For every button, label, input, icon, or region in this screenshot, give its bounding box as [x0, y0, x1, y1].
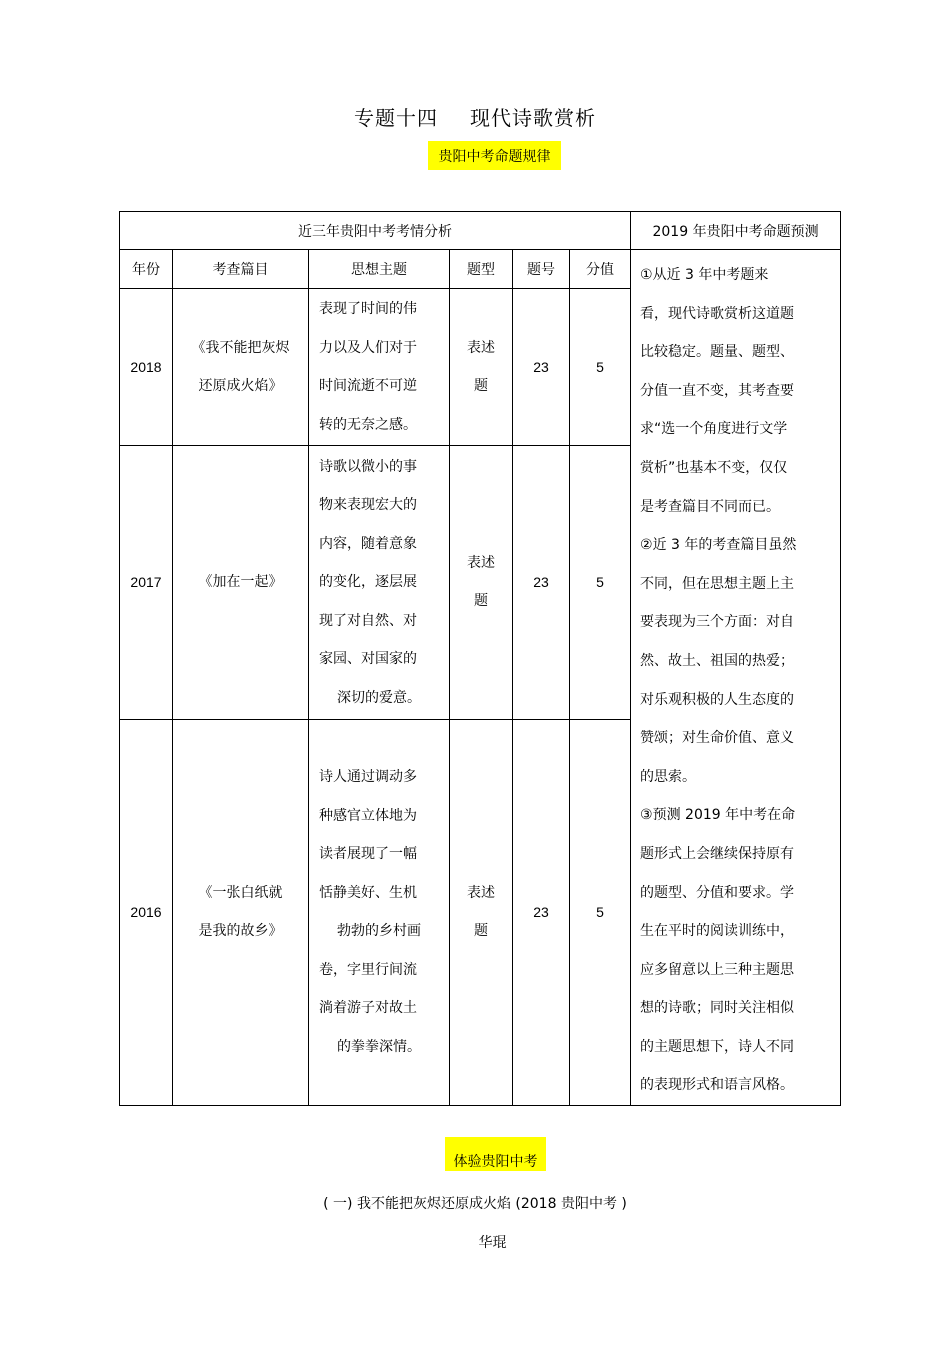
section-heading-rules: 贵阳中考命题规律 [428, 141, 561, 170]
theme-cell: 诗歌以微小的事 物来表现宏大的 内容，随着意象 的变化，逐层展 现了对自然、对 家园、对国家的 深切的爱意。 [309, 446, 450, 720]
title-subject: 现代诗歌赏析 [470, 106, 596, 130]
year-cell: 2017 [120, 446, 173, 720]
score-cell: 5 [570, 719, 631, 1105]
col-year: 年份 [120, 250, 173, 289]
theme-cell: 诗人通过调动多 种感官立体地为 读者展现了一幅 恬静美好、生机 勃勃的乡村画 卷，字里行间流 淌着游子对故土 的拳拳深情。 [309, 719, 450, 1105]
type-cell: 表述 题 [450, 446, 513, 720]
qnum-cell: 23 [513, 446, 570, 720]
right-header: 2019 年贵阳中考命题预测 [631, 212, 841, 250]
type-cell: 表述 题 [450, 289, 513, 446]
score-cell: 5 [570, 446, 631, 720]
exam-analysis-table [119, 211, 841, 1106]
title-cell: 《一张白纸就 是我的故乡》 [173, 719, 309, 1105]
section-heading-practice: 体验贵阳中考 [445, 1137, 546, 1171]
title-cell: 《加在一起》 [173, 446, 309, 720]
qnum-cell: 23 [513, 289, 570, 446]
col-type: 题型 [450, 250, 513, 289]
qnum-cell: 23 [513, 719, 570, 1105]
col-qnum: 题号 [513, 250, 570, 289]
year-cell: 2016 [120, 719, 173, 1105]
left-header: 近三年贵阳中考考情分析 [120, 212, 631, 250]
theme-cell: 表现了时间的伟 力以及人们对于 时间流逝不可逆 转的无奈之感。 [309, 289, 450, 446]
year-cell: 2018 [120, 289, 173, 446]
title-cell: 《我不能把灰烬 还原成火焰》 [173, 289, 309, 446]
col-theme: 思想主题 [309, 250, 450, 289]
col-score: 分值 [570, 250, 631, 289]
type-cell: 表述 题 [450, 719, 513, 1105]
col-title: 考查篇目 [173, 250, 309, 289]
poem-heading: ( 一) 我不能把灰烬还原成火焰 (2018 贵阳中考 ) [323, 1196, 627, 1212]
poem-author: 华琨 [478, 1235, 507, 1251]
score-cell: 5 [570, 289, 631, 446]
prediction-cell: ①从近 3 年中考题来 看，现代诗歌赏析这道题 比较稳定。题量、题型、 分值一直不变，其考查要 求“选一个角度进行文学 赏析”也基本不变，仅仅 是考查篇目不同而已。 ②近 3 年的考查篇目虽然 不同，但在思想主题上主 要表现为三个方面：对自 然、故土、祖国的热爱； 对乐观积极的人生态度的 赞颂；对生命价值、意义 的思索。 ③预测 2019 年中考在命 题形式上会继续保持原有 的题型、分值和要求。学 生在平时的阅读训练中， 应多留意以上三种主题思 想的诗歌；同时关注相似 的主题思想下，诗人不同 的表现形式和语言风格。 [631, 250, 841, 1106]
title-topic: 专题十四 [354, 106, 438, 130]
page-title [0, 102, 950, 131]
